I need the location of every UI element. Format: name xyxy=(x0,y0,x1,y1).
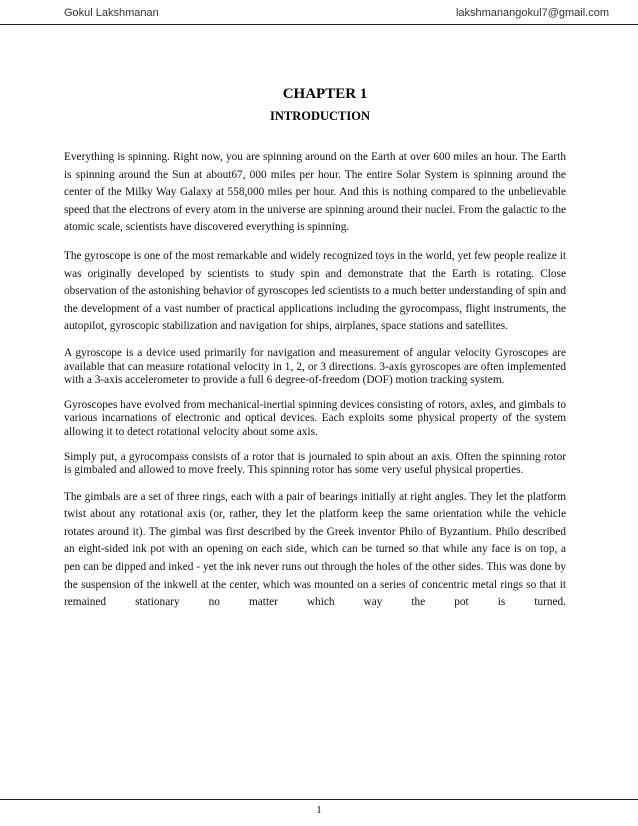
paragraph-6: The gimbals are a set of three rings, each with a pair of bearings initially at right angles. They let the platform twist about any rotational axis (or, rather, they let the platform keep the same orientation while the vehicle rotates around it). The gimbal was first described by the Greek inventor Philo of Byzantium. Philo described an eight-sided ink pot with an opening on each side, which can be turned so that while any face is on top, a pen can be dipped and inked - yet the ink never runs out through the holes of the other sides. This was done by the suspension of the inkwell at the center, which was mounted on a series of concentric metal rings so that it remained stationary no matter which way the pot is turned. xyxy=(64,490,566,609)
header-email: lakshmanangokul7@gmail.com xyxy=(455,7,609,19)
header-author: Gokul Lakshmanan xyxy=(64,7,159,19)
paragraph-5: Simply put, a gyrocompass consists of a rotor that is journaled to spin about an axis. Often the spinning rotor is gimbaled and allowed to move freely. This spinning rotor has some very useful physical properties. xyxy=(64,450,566,477)
footer-rule xyxy=(0,799,638,800)
header-rule xyxy=(0,24,638,25)
page-number: 1 xyxy=(316,804,322,816)
paragraph-4: Gyroscopes have evolved from mechanical-inertial spinning devices consisting of rotors, axles, and gimbals to various incarnations of electronic and optical devices. Each exploits some physical property of the system allowing it to detect rotational velocity about some axis. xyxy=(64,398,566,438)
chapter-title: CHAPTER 1 xyxy=(282,86,368,102)
chapter-subtitle: INTRODUCTION xyxy=(269,109,370,123)
paragraph-3: A gyroscope is a device used primarily for navigation and measurement of angular velocity Gyroscopes are available that can measure rotational velocity in 1, 2, or 3 directions. 3-axis gyroscopes are often implemented with a 3-axis accelerometer to provide a full 6 degree-of-freedom (DOF) motion tracking system. xyxy=(64,346,566,387)
paragraph-1: Everything is spinning. Right now, you are spinning around on the Earth at over 600 miles an hour. The Earth is spinning around the Sun at about67, 000 miles per hour. The entire Solar System is spinning around the center of the Milky Way Galaxy at 558,000 miles per hour. And this is nothing compared to the unbelievable speed that the electrons of every atom in the universe are spinning around their nuclei. From the galactic to the atomic scale, scientists have discovered everything is spinning. xyxy=(64,151,566,234)
paragraph-2: The gyroscope is one of the most remarkable and widely recognized toys in the world, yet few people realize it was originally developed by scientists to study spin and demonstrate that the Earth is rotating. Close observation of the astonishing behavior of gyroscopes led scientists to a much better understanding of spin and the development of a vast number of practical applications including the gyrocompass, flight instruments, the autopilot, gyroscopic stabilization and navigation for ships, airplanes, space stations and satellites. xyxy=(64,249,566,333)
page-header xyxy=(64,2,609,22)
body-text xyxy=(64,149,566,623)
